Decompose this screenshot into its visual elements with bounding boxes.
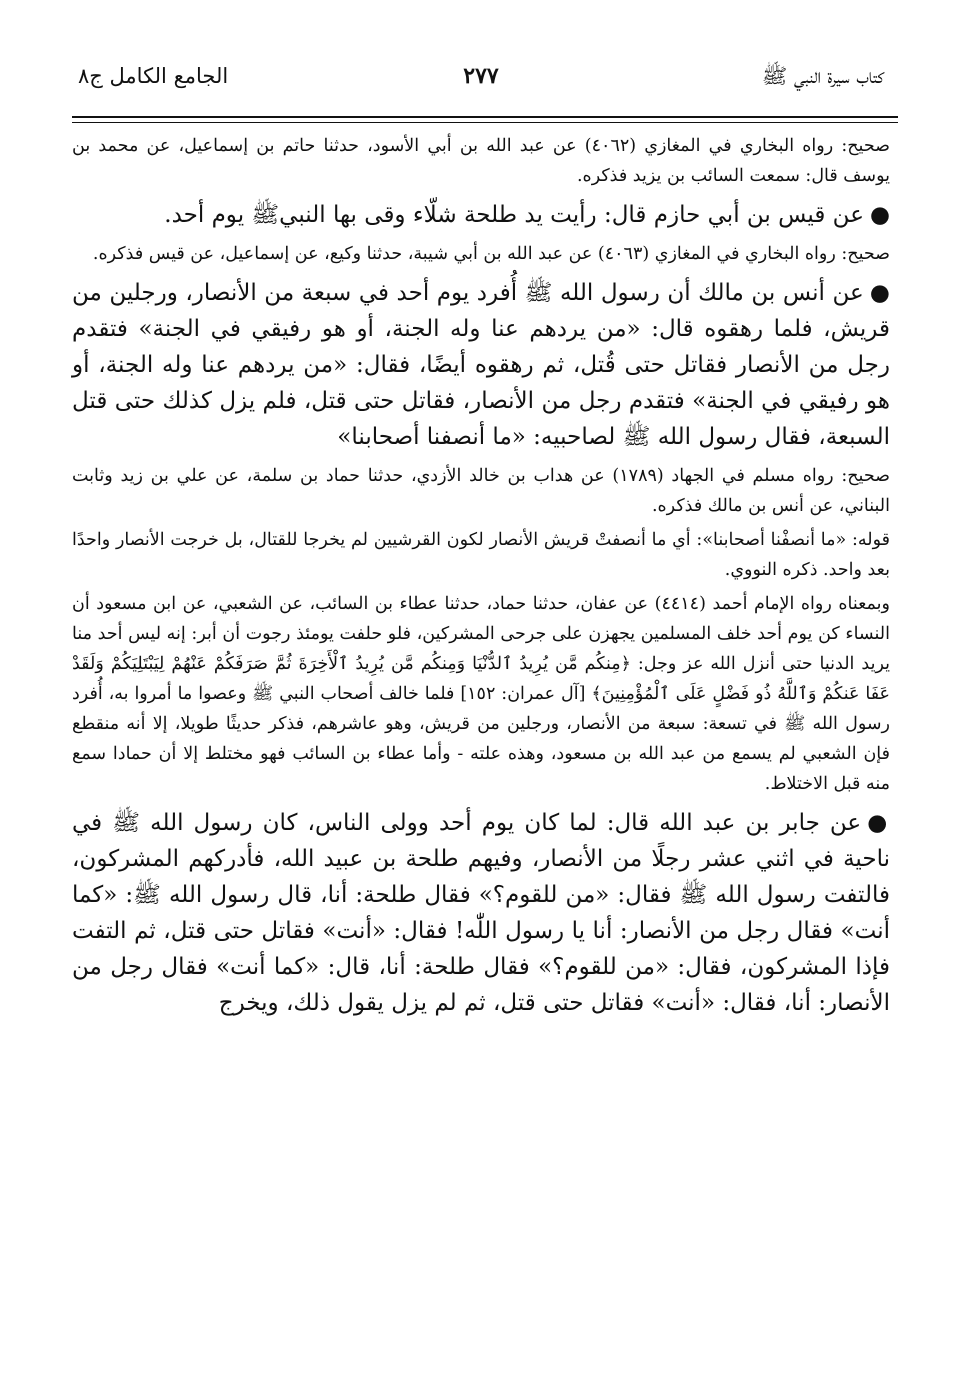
hadith-text: عن جابر بن عبد الله قال: لما كان يوم أحد وولى الناس، كان رسول الله ﷺ في ناحية في اثني عشر رجلًا من الأنصار، وفيهم طلحة بن عبيد الله، فأدركهم المشركون، فالتفت رسول الله ﷺ فقال: «من للقوم؟» فقال طلحة: أنا، قال رسول الله ﷺ: «كما أنت» فقال رجل من الأنصار: أنا يا رسول اللّٰه! فقال: «أنت» فقاتل حتى قتل، ثم التفت فإذا المشركون، فقال: «من للقوم؟» فقال طلحة: أنا، قال: «كما أنت» فقال رجل من الأنصار: أنا، فقال: «أنت» فقاتل حتى قتل، ثم لم يزل يقول ذلك، ويخرج — [72, 810, 890, 1016]
volume-label: الجامع الكامل ج٨ — [78, 64, 229, 88]
page-number: ٢٧٧ — [463, 63, 499, 89]
takhrij-paragraph — [72, 461, 890, 521]
hadith-text: عن أنس بن مالك أن رسول الله ﷺ أُفرد يوم أحد في سبعة من الأنصار، ورجلين من قريش، فلما رهقوه قال: «من يردهم عنا وله الجنة، أو هو رفيقي في الجنة» فتقدم رجل من الأنصار فقاتل حتى قُتل، ثم رهقوه أيضًا، فقال: «من يردهم عنا وله الجنة، أو هو رفيقي في الجنة» فتقدم رجل من الأنصار، فقاتل حتى قتل، فلم يزل كذلك حتى قتل السبعة، فقال رسول الله ﷺ لصاحبيه: «ما أنصفنا أصحابنا» — [72, 280, 890, 450]
page — [72, 50, 890, 1370]
header-rule — [72, 116, 898, 118]
bullet-icon: ● — [867, 809, 890, 836]
hadith-paragraph — [72, 805, 890, 1021]
takhrij-text: وبمعناه رواه الإمام أحمد (٤٤١٤) عن عفان، حدثنا حماد، حدثنا عطاء بن السائب، عن الشعبي، عن ابن مسعود أن النساء كن يوم أحد خلف المسلمين يجهزن على جرحى المشركين، فلو حلفت يومئذ رجوت أن أبر: إنه ليس أحد منا يريد الدنيا حتى أنزل الله عز وجل: ﴿مِنكُم مَّن يُرِيدُ ٱلدُّنْيَا وَمِنكُم مَّن يُرِيدُ ٱلْأَخِرَةَ ثُمَّ صَرَفَكُمْ عَنْهُمْ لِيَبْتَلِيَكُمْ وَلَقَدْ عَفَا عَنكُمْ وَٱللَّهُ ذُو فَضْلٍ عَلَى ٱلْمُؤْمِنِينَ﴾ [آل عمران: ١٥٢] فلما خالف أصحاب النبي ﷺ وعصوا ما أمروا به، أُفرد رسول الله ﷺ في تسعة: سبعة من الأنصار، ورجلين من قريش، وهو عاشرهم، فذكر حديثًا طويلا، إلا أنه منقطع فإن الشعبي لم يسمع من عبد الله بن مسعود، وهذه علته - وأما عطاء بن السائب فهو مختلط إلا أن حمادا سمع منه قبل الاختلاط. — [72, 594, 890, 794]
header-rule-thin — [72, 122, 898, 123]
page-header — [72, 50, 890, 102]
hadith-paragraph — [72, 197, 890, 233]
takhrij-text: صحيح: رواه البخاري في المغازي (٤٠٦٣) عن عبد الله بن أبي شيبة، حدثنا وكيع، عن إسماعيل، عن قيس فذكره. — [92, 244, 890, 264]
hadith-paragraph — [72, 275, 890, 455]
takhrij-paragraph — [72, 131, 890, 191]
takhrij-text: صحيح: رواه البخاري في المغازي (٤٠٦٢) عن عبد الله بن أبي الأسود، حدثنا حاتم بن إسماعيل، عن محمد بن يوسف قال: سمعت السائب بن يزيد فذكره. — [72, 136, 890, 186]
takhrij-paragraph — [72, 239, 890, 269]
bullet-icon: ● — [869, 279, 890, 306]
commentary-paragraph — [72, 525, 890, 585]
commentary-text: قوله: «ما أنصفْنا أصحابنا»: أي ما أنصفتْ قريش الأنصار لكون القرشيين لم يخرجا للقتال، بل خرجت الأنصار واحدًا بعد واحد. ذكره النووي. — [72, 530, 890, 580]
book-title: كتاب سيرة النبي ﷺ — [761, 64, 884, 88]
takhrij-paragraph — [72, 589, 890, 799]
bullet-icon: ● — [869, 201, 890, 228]
hadith-text: عن قيس بن أبي حازم قال: رأيت يد طلحة شلّاء وقى بها النبيﷺ يوم أحد. — [164, 202, 864, 228]
page-body — [72, 131, 890, 1021]
takhrij-text: صحيح: رواه مسلم في الجهاد (١٧٨٩) عن هداب بن خالد الأزدي، حدثنا حماد بن سلمة، عن علي بن زيد وثابت البناني، عن أنس بن مالك فذكره. — [72, 466, 890, 516]
